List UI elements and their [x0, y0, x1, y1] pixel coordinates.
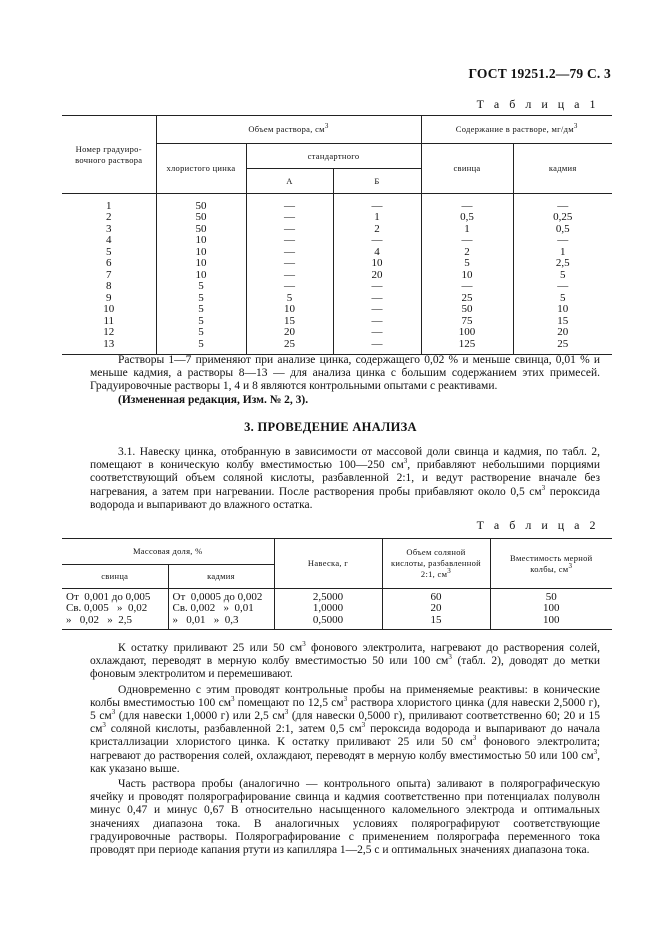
- table2-cell: 60: [382, 592, 490, 604]
- table1-cell: —: [421, 235, 513, 247]
- section-title: 3. ПРОВЕДЕНИЕ АНАЛИЗА: [244, 420, 417, 434]
- table1-cell: 10: [156, 247, 246, 259]
- table1-header-standard: стандартного: [246, 144, 421, 169]
- table1-cell: 125: [421, 339, 513, 351]
- table1-cell: 5: [156, 327, 246, 339]
- table1-cell: 7: [62, 270, 156, 282]
- table1-cell: 2: [62, 212, 156, 224]
- table1-cell: 5: [246, 293, 333, 305]
- table1-body: [62, 201, 612, 351]
- table1-header-lead: свинца: [421, 144, 513, 194]
- table2-body: [62, 592, 612, 627]
- table1-cell: 12: [62, 327, 156, 339]
- table1-cell: 2,5: [555, 257, 570, 269]
- table2-cell: 100: [543, 613, 560, 626]
- table1-caption: Т а б л и ц а 1: [476, 97, 599, 111]
- table1-row: [62, 304, 612, 316]
- table1-cell: 20: [557, 326, 569, 338]
- table1-cell: —: [246, 270, 333, 282]
- table1-cell: 10: [156, 235, 246, 247]
- table1-cell: 5: [156, 316, 246, 328]
- table1-cell: —: [246, 281, 333, 293]
- table1-cell: 2: [333, 224, 421, 236]
- table2-header-sample: Навеска, г: [274, 539, 382, 589]
- page-header: ГОСТ 19251.2—79 С. 3: [468, 66, 611, 81]
- table1-cell: 15: [557, 314, 569, 327]
- table1-cell: 75: [421, 316, 513, 328]
- table2-cell: 100: [543, 602, 560, 614]
- table1-cell: 6: [62, 258, 156, 270]
- table1-cell: —: [246, 258, 333, 270]
- paragraph-3-1: [90, 446, 600, 512]
- table1-header-zinc-chloride: хлористого цинка: [156, 144, 246, 194]
- table1-cell: 13: [62, 339, 156, 351]
- table1-cell: 25: [246, 339, 333, 351]
- table1-cell: 25: [421, 293, 513, 305]
- table2: [62, 538, 612, 630]
- table1-cell: —: [333, 304, 421, 316]
- table1-row: [62, 293, 612, 305]
- table1-cell: —: [333, 327, 421, 339]
- table1-row: [62, 339, 612, 351]
- table1-header-a: А: [246, 169, 333, 194]
- table1-row: [62, 258, 612, 270]
- table1-cell: 5: [156, 293, 246, 305]
- table2-header-lead: свинца: [62, 565, 168, 589]
- table1-cell: 4: [333, 247, 421, 259]
- table1-cell: —: [333, 201, 421, 213]
- paragraph-3-1-text: 3.1. Навеску цинка, отобранную в зависимости от массовой доли свинца и кадмия, по табл. 2, помещают в коническую колбу вместимостью 100—250 $см^3$, прибавляют небольшими порциями соответствующий объем соляной кислоты, разбавленной 2:1, и ведут растворение вначале без нагревания, а затем при нагревании. После растворения пробы прибавляют около 0,5 $см^3$ пероксида водорода и выпаривают до влажного остатка.: [90, 446, 600, 511]
- table1-cell: —: [333, 235, 421, 247]
- table1-cell: —: [246, 224, 333, 236]
- table1-cell: 9: [62, 293, 156, 305]
- table1-row: [62, 212, 612, 224]
- table1-row: [62, 235, 612, 247]
- table1-cell: 10: [333, 258, 421, 270]
- table1-row: [62, 247, 612, 259]
- amendment-note: (Измененная редакция, Изм. № 2, 3).: [118, 393, 309, 406]
- table2-row: [62, 615, 612, 627]
- table2-cell: » 0,02 » 2,5: [62, 615, 168, 627]
- table1-cell: 5: [560, 268, 566, 281]
- paragraph-residue-text: К остатку приливают 25 или 50 $см^3$ фонового электролита, нагревают до растворения солей, охлаждают, переводят в мерную колбу вместимостью 50 или 100 $см^3$ (табл. 2), доводят до метки фоновым электролитом и перемешивают.: [90, 640, 600, 681]
- table1-cell: —: [333, 316, 421, 328]
- table1-cell: 3: [62, 224, 156, 236]
- paragraph-solutions: [90, 354, 600, 407]
- table1-cell: 0,5: [555, 222, 570, 235]
- table2-header-flask: Вместимость мерной колбы, $см^3$: [490, 539, 612, 589]
- table1-cell: —: [246, 247, 333, 259]
- table1-cell: 2: [421, 247, 513, 259]
- table1-cell: 10: [557, 303, 569, 315]
- table1-cell: —: [246, 201, 333, 213]
- table2-cell: 50: [545, 590, 557, 603]
- table1-cell: 0,5: [421, 212, 513, 224]
- table1-cell: —: [421, 281, 513, 293]
- table1-cell: 25: [557, 337, 569, 350]
- table1-cell: 8: [62, 281, 156, 293]
- table1-header-number: Номер градуиро- вочного раствора: [62, 116, 156, 194]
- table2-cell: Св. 0,002 » 0,01: [168, 603, 274, 615]
- table1-cell: —: [421, 201, 513, 213]
- table2-header-acid: Объем соляной кислоты, разбавленной 2:1, $см^3$: [382, 539, 490, 589]
- table1-cell: 5: [421, 258, 513, 270]
- table1-row: [62, 316, 612, 328]
- table1-row: [62, 281, 612, 293]
- table1-cell: 15: [246, 316, 333, 328]
- table1-cell: 10: [156, 270, 246, 282]
- paragraph-residue: [90, 642, 600, 857]
- table1-cell: 1: [333, 212, 421, 224]
- paragraph-polarography: Часть раствора пробы (аналогично — контрольного опыта) заливают в полярографическую ячейку и проводят полярографирование свинца и кадмия соответственно при потенциалах полуволн минус 0,47 и минус 0,67 В относительно насыщенного каломельного электрода и оптимальных значениях диапазона тока. В аналогичных условиях полярографируют соответствующие градуировочные растворы. Полярографирование с применением полярографа переменного тока проводят при периоде капания ртути из капилляра 1—2,5 с и оптимальных значениях диапазона тока.: [90, 778, 600, 857]
- table2-cell: » 0,01 » 0,3: [168, 615, 274, 627]
- table1-cell: —: [557, 280, 569, 292]
- table1-cell: 50: [156, 224, 246, 236]
- table1-cell: 10: [62, 304, 156, 316]
- table2-cell: Св. 0,005 » 0,02: [62, 603, 168, 615]
- table1-cell: 5: [62, 247, 156, 259]
- paragraph-control-samples: Одновременно с этим проводят контрольные пробы на применяемые реактивы: в конические колбы вместимостью 100 $см^3$ помещают по 12,5 $см^3$ раствора хлористого цинка (для навески 2,5000 г), 5 $см^3$ (для навески 1,0000 г) или 2,5 $см^3$ (для навески 0,5000 г), приливают соответственно 60; 20 и 15 $см^3$ соляной кислоты, разбавленной 2:1, затем 0,5 $см^3$ пероксида водорода и выпаривают до начала кристаллизации хлористого цинка. К остатку приливают 25 или 50 $см^3$ фонового электролита; нагревают до растворения солей, охлаждают, переводят в мерную колбу вместимостью 50 или 100 $см^3$, как указано выше.: [90, 683, 600, 775]
- table2-header-cadmium: кадмия: [168, 565, 274, 589]
- table1-cell: 50: [421, 304, 513, 316]
- table1-cell: 5: [560, 291, 566, 304]
- table2-cell: От 0,001 до 0,005: [62, 592, 168, 604]
- table1-cell: 11: [62, 316, 156, 328]
- table1-cell: 10: [421, 270, 513, 282]
- table1-cell: 20: [246, 327, 333, 339]
- table1-cell: —: [557, 234, 569, 246]
- table1-header-cadmium: кадмия: [513, 144, 612, 194]
- table1-cell: 5: [156, 339, 246, 351]
- table1-row: [62, 327, 612, 339]
- table1-cell: 5: [156, 304, 246, 316]
- table1-cell: 50: [156, 201, 246, 213]
- table1-cell: 10: [246, 304, 333, 316]
- table2-cell: 20: [382, 603, 490, 615]
- table1-cell: —: [333, 281, 421, 293]
- paragraph-solutions-text: Растворы 1—7 применяют при анализе цинка, содержащего 0,02 % и меньше свинца, 0,01 % и меньше кадмия, а растворы 8—13 — для анализа цинка с большим содержанием этих примесей. Градуировочные растворы 1, 4 и 8 являются контрольными опытами с реактивами.: [90, 354, 600, 393]
- table1-cell: —: [333, 293, 421, 305]
- table2-cell: 1,0000: [274, 603, 382, 615]
- table2-cell: 15: [382, 615, 490, 627]
- table1-cell: 0,25: [553, 211, 573, 223]
- table1-cell: 10: [156, 258, 246, 270]
- table1-cell: 20: [333, 270, 421, 282]
- table2-cell: 0,5000: [274, 615, 382, 627]
- table1-cell: 4: [62, 235, 156, 247]
- table2-caption: Т а б л и ц а 2: [476, 518, 599, 532]
- table1-cell: 100: [421, 327, 513, 339]
- table1-header-content: Содержание в растворе, $мг/дм^3$: [421, 116, 612, 144]
- table2-cell: От 0,0005 до 0,002: [168, 592, 274, 604]
- table1-cell: —: [246, 235, 333, 247]
- table1-row: [62, 224, 612, 236]
- table1-cell: 1: [421, 224, 513, 236]
- table1-header-b: Б: [333, 169, 421, 194]
- table2-row: [62, 603, 612, 615]
- table1-cell: 50: [156, 212, 246, 224]
- table1-header-volume: Объем раствора, $см^3$: [156, 116, 421, 144]
- table1-cell: —: [333, 339, 421, 351]
- table1-cell: 5: [156, 281, 246, 293]
- table1-cell: 1: [560, 245, 566, 258]
- table1-cell: 1: [62, 201, 156, 213]
- table1: [62, 115, 612, 355]
- table1-cell: —: [557, 199, 569, 212]
- table1-row: [62, 201, 612, 213]
- table1-row: [62, 270, 612, 282]
- table1-cell: —: [246, 212, 333, 224]
- table2-header-mass: Массовая доля, %: [62, 539, 274, 565]
- table2-cell: 2,5000: [274, 592, 382, 604]
